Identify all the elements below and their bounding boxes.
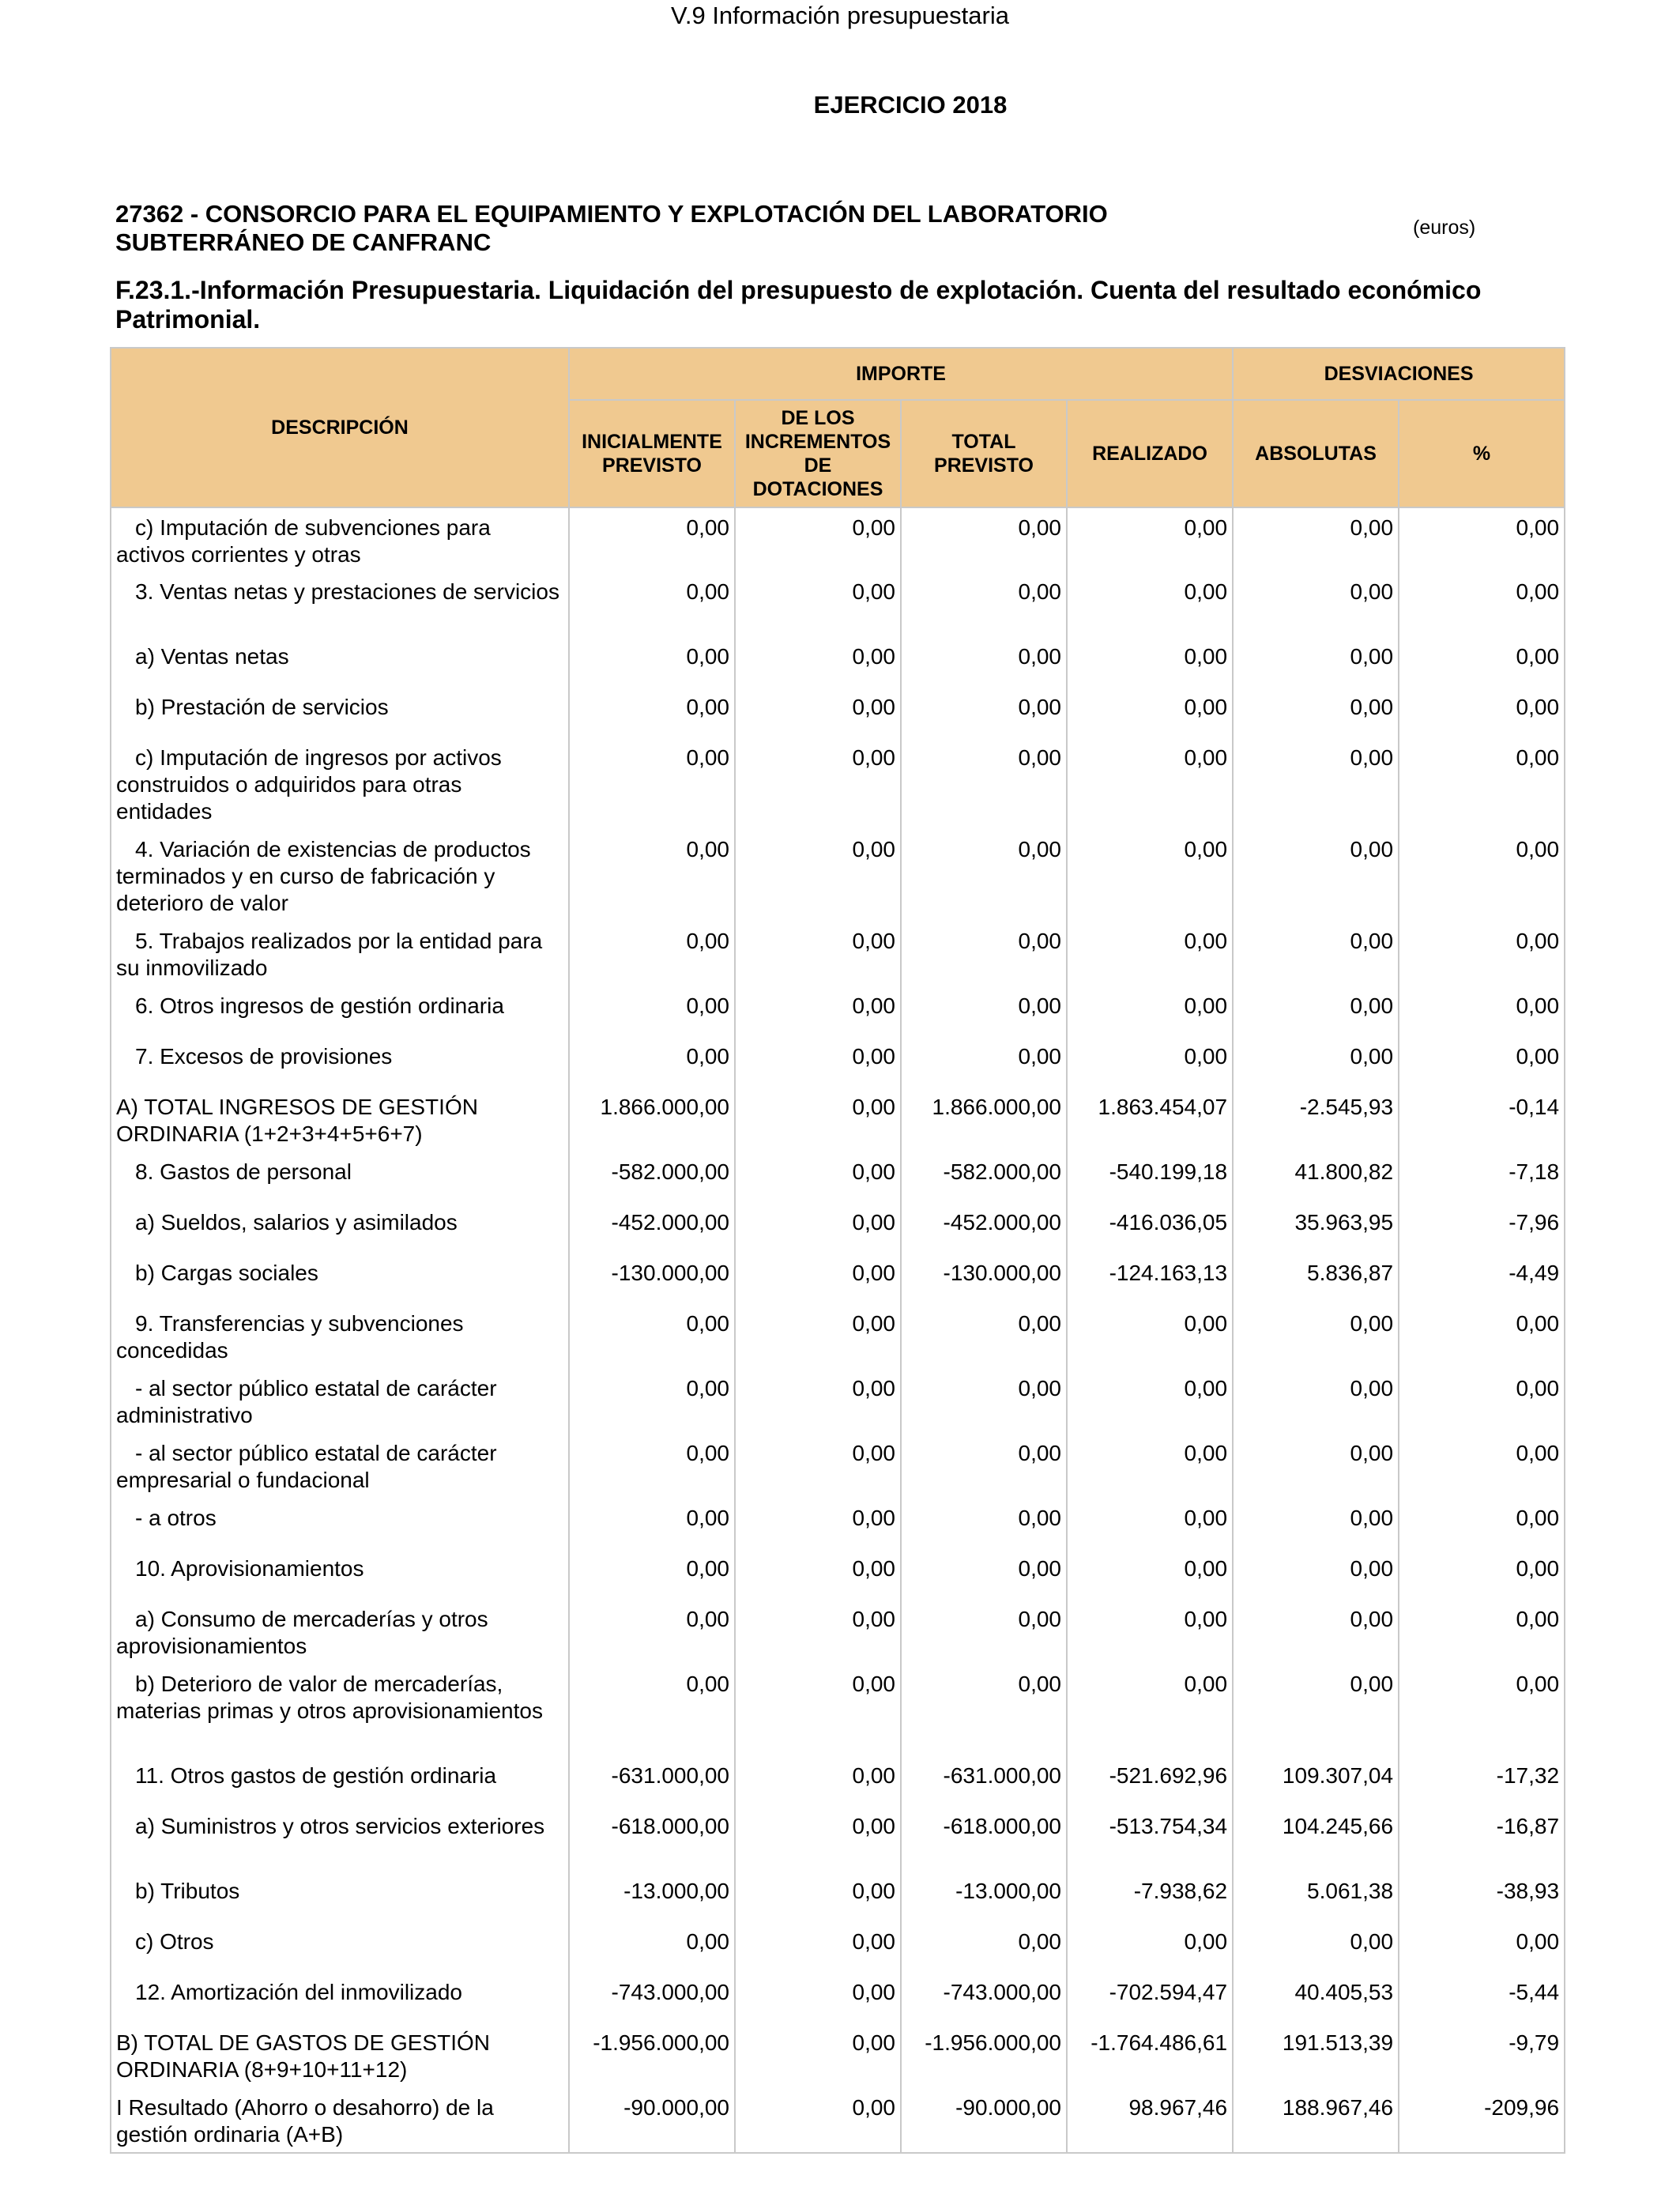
cell-total-previsto: -582.000,00 (901, 1152, 1067, 1203)
table-row (111, 1872, 1565, 1922)
cell-total-previsto: -743.000,00 (901, 1973, 1067, 2023)
cell-porcentaje: -9,79 (1399, 2023, 1565, 2088)
cell-absolutas: 0,00 (1233, 1434, 1399, 1498)
cell-realizado: 0,00 (1067, 507, 1233, 572)
cell-realizado: 1.863.454,07 (1067, 1088, 1233, 1152)
cell-realizado: -702.594,47 (1067, 1973, 1233, 2023)
cell-realizado: 0,00 (1067, 1600, 1233, 1664)
row-description: - al sector público estatal de carácter empresarial o fundacional (111, 1434, 569, 1498)
cell-realizado: 0,00 (1067, 1549, 1233, 1600)
cell-inicialmente-previsto: 0,00 (569, 1304, 735, 1369)
row-description: b) Cargas sociales (111, 1253, 569, 1304)
cell-incrementos: 0,00 (735, 572, 901, 637)
cell-porcentaje: 0,00 (1399, 688, 1565, 738)
cell-realizado: 0,00 (1067, 986, 1233, 1037)
row-description: 11. Otros gastos de gestión ordinaria (111, 1756, 569, 1807)
cell-incrementos: 0,00 (735, 986, 901, 1037)
cell-inicialmente-previsto: 1.866.000,00 (569, 1088, 735, 1152)
cell-realizado: 0,00 (1067, 572, 1233, 637)
cell-absolutas: 5.061,38 (1233, 1872, 1399, 1922)
cell-incrementos: 0,00 (735, 1872, 901, 1922)
cell-total-previsto: 0,00 (901, 507, 1067, 572)
row-description: b) Tributos (111, 1872, 569, 1922)
cell-realizado: 0,00 (1067, 1369, 1233, 1434)
cell-porcentaje: 0,00 (1399, 1037, 1565, 1088)
cell-total-previsto: -631.000,00 (901, 1756, 1067, 1807)
header-descripcion: DESCRIPCIÓN (111, 348, 569, 507)
row-description: a) Consumo de mercaderías y otros aprovisionamientos (111, 1600, 569, 1664)
cell-absolutas: 0,00 (1233, 986, 1399, 1037)
cell-total-previsto: -90.000,00 (901, 2088, 1067, 2153)
cell-porcentaje: 0,00 (1399, 1549, 1565, 1600)
table-row (111, 1369, 1565, 1434)
cell-absolutas: -2.545,93 (1233, 1088, 1399, 1152)
cell-total-previsto: -452.000,00 (901, 1203, 1067, 1253)
row-description: c) Otros (111, 1922, 569, 1973)
cell-total-previsto: 0,00 (901, 1922, 1067, 1973)
cell-porcentaje: 0,00 (1399, 1434, 1565, 1498)
cell-incrementos: 0,00 (735, 507, 901, 572)
cell-incrementos: 0,00 (735, 1434, 901, 1498)
cell-porcentaje: 0,00 (1399, 1922, 1565, 1973)
row-description: 8. Gastos de personal (111, 1152, 569, 1203)
cell-absolutas: 0,00 (1233, 738, 1399, 830)
cell-incrementos: 0,00 (735, 637, 901, 688)
row-description: 7. Excesos de provisiones (111, 1037, 569, 1088)
header-importe: IMPORTE (569, 348, 1233, 400)
cell-porcentaje: -7,96 (1399, 1203, 1565, 1253)
cell-absolutas: 35.963,95 (1233, 1203, 1399, 1253)
row-description: I Resultado (Ahorro o desahorro) de la gestión ordinaria (A+B) (111, 2088, 569, 2153)
cell-realizado: -416.036,05 (1067, 1203, 1233, 1253)
cell-porcentaje: 0,00 (1399, 1498, 1565, 1549)
cell-inicialmente-previsto: 0,00 (569, 688, 735, 738)
row-description: c) Imputación de ingresos por activos construidos o adquiridos para otras entidades (111, 738, 569, 830)
section-title: V.9 Información presupuestaria (671, 2, 1009, 29)
cell-inicialmente-previsto: 0,00 (569, 572, 735, 637)
table-row (111, 986, 1565, 1037)
row-description: 5. Trabajos realizados por la entidad para su inmovilizado (111, 922, 569, 986)
cell-absolutas: 0,00 (1233, 1664, 1399, 1756)
cell-total-previsto: 0,00 (901, 1434, 1067, 1498)
cell-inicialmente-previsto: -582.000,00 (569, 1152, 735, 1203)
units-label: (euros) (1413, 217, 1476, 239)
row-description: a) Ventas netas (111, 637, 569, 688)
cell-inicialmente-previsto: -452.000,00 (569, 1203, 735, 1253)
cell-realizado: 0,00 (1067, 1434, 1233, 1498)
row-description: a) Suministros y otros servicios exteriores (111, 1807, 569, 1872)
cell-porcentaje: -4,49 (1399, 1253, 1565, 1304)
table-row (111, 507, 1565, 572)
cell-inicialmente-previsto: 0,00 (569, 1037, 735, 1088)
cell-inicialmente-previsto: 0,00 (569, 986, 735, 1037)
table-row (111, 1253, 1565, 1304)
cell-incrementos: 0,00 (735, 1498, 901, 1549)
cell-inicialmente-previsto: 0,00 (569, 830, 735, 922)
cell-total-previsto: 0,00 (901, 1498, 1067, 1549)
cell-porcentaje: -0,14 (1399, 1088, 1565, 1152)
row-description: - a otros (111, 1498, 569, 1549)
cell-incrementos: 0,00 (735, 1152, 901, 1203)
cell-realizado: -521.692,96 (1067, 1756, 1233, 1807)
cell-incrementos: 0,00 (735, 1549, 901, 1600)
cell-porcentaje: 0,00 (1399, 1664, 1565, 1756)
cell-porcentaje: 0,00 (1399, 1304, 1565, 1369)
header-desviaciones: DESVIACIONES (1233, 348, 1565, 400)
header-inicialmente-previsto: INICIALMENTE PREVISTO (569, 400, 735, 507)
cell-absolutas: 0,00 (1233, 830, 1399, 922)
cell-total-previsto: 0,00 (901, 922, 1067, 986)
cell-inicialmente-previsto: 0,00 (569, 1549, 735, 1600)
row-description: b) Deterioro de valor de mercaderías, materias primas y otros aprovisionamientos (111, 1664, 569, 1756)
table-row (111, 922, 1565, 986)
cell-absolutas: 5.836,87 (1233, 1253, 1399, 1304)
cell-inicialmente-previsto: 0,00 (569, 1600, 735, 1664)
cell-inicialmente-previsto: 0,00 (569, 738, 735, 830)
cell-incrementos: 0,00 (735, 2023, 901, 2088)
cell-absolutas: 0,00 (1233, 1369, 1399, 1434)
table-row (111, 637, 1565, 688)
cell-inicialmente-previsto: -13.000,00 (569, 1872, 735, 1922)
cell-incrementos: 0,00 (735, 688, 901, 738)
table-row (111, 1664, 1565, 1756)
table-header (111, 348, 1565, 507)
table-row (111, 830, 1565, 922)
table-row (111, 1600, 1565, 1664)
cell-inicialmente-previsto: 0,00 (569, 1922, 735, 1973)
table-body (111, 507, 1565, 2153)
cell-porcentaje: 0,00 (1399, 986, 1565, 1037)
cell-incrementos: 0,00 (735, 738, 901, 830)
cell-total-previsto: 0,00 (901, 637, 1067, 688)
budget-table (110, 347, 1565, 2154)
cell-inicialmente-previsto: 0,00 (569, 1369, 735, 1434)
header-realizado: REALIZADO (1067, 400, 1233, 507)
cell-inicialmente-previsto: 0,00 (569, 1498, 735, 1549)
cell-porcentaje: 0,00 (1399, 507, 1565, 572)
table-row (111, 572, 1565, 637)
table-row (111, 1304, 1565, 1369)
cell-absolutas: 0,00 (1233, 1922, 1399, 1973)
cell-porcentaje: 0,00 (1399, 572, 1565, 637)
cell-absolutas: 0,00 (1233, 1037, 1399, 1088)
cell-absolutas: 0,00 (1233, 1498, 1399, 1549)
cell-total-previsto: 0,00 (901, 1549, 1067, 1600)
table-row (111, 1152, 1565, 1203)
cell-absolutas: 41.800,82 (1233, 1152, 1399, 1203)
cell-porcentaje: 0,00 (1399, 1369, 1565, 1434)
cell-realizado: 0,00 (1067, 922, 1233, 986)
cell-porcentaje: -209,96 (1399, 2088, 1565, 2153)
cell-realizado: 0,00 (1067, 1498, 1233, 1549)
cell-total-previsto: 0,00 (901, 688, 1067, 738)
cell-total-previsto: 0,00 (901, 738, 1067, 830)
cell-absolutas: 0,00 (1233, 1304, 1399, 1369)
cell-realizado: 0,00 (1067, 1664, 1233, 1756)
cell-realizado: 0,00 (1067, 1037, 1233, 1088)
cell-incrementos: 0,00 (735, 1807, 901, 1872)
table-row (111, 688, 1565, 738)
table-row (111, 1498, 1565, 1549)
cell-inicialmente-previsto: 0,00 (569, 1664, 735, 1756)
report-title: F.23.1.-Información Presupuestaria. Liquidación del presupuesto de explotación. Cuenta del resultado económico Patrimonial. (115, 276, 1482, 334)
cell-inicialmente-previsto: -631.000,00 (569, 1756, 735, 1807)
cell-incrementos: 0,00 (735, 1304, 901, 1369)
cell-absolutas: 188.967,46 (1233, 2088, 1399, 2153)
cell-absolutas: 0,00 (1233, 1600, 1399, 1664)
table-row (111, 1922, 1565, 1973)
cell-realizado: -540.199,18 (1067, 1152, 1233, 1203)
cell-total-previsto: 0,00 (901, 572, 1067, 637)
cell-absolutas: 0,00 (1233, 507, 1399, 572)
cell-total-previsto: -1.956.000,00 (901, 2023, 1067, 2088)
table-row (111, 1756, 1565, 1807)
cell-porcentaje: 0,00 (1399, 637, 1565, 688)
cell-porcentaje: -16,87 (1399, 1807, 1565, 1872)
cell-porcentaje: -38,93 (1399, 1872, 1565, 1922)
cell-realizado: 0,00 (1067, 738, 1233, 830)
cell-total-previsto: 0,00 (901, 1600, 1067, 1664)
cell-realizado: -513.754,34 (1067, 1807, 1233, 1872)
row-description: b) Prestación de servicios (111, 688, 569, 738)
row-description: 3. Ventas netas y prestaciones de servicios (111, 572, 569, 637)
cell-incrementos: 0,00 (735, 2088, 901, 2153)
row-description: 4. Variación de existencias de productos terminados y en curso de fabricación y deterioro de valor (111, 830, 569, 922)
cell-total-previsto: 0,00 (901, 1037, 1067, 1088)
table-row (111, 1434, 1565, 1498)
cell-inicialmente-previsto: 0,00 (569, 1434, 735, 1498)
cell-realizado: 0,00 (1067, 830, 1233, 922)
exercise-year: EJERCICIO 2018 (813, 91, 1008, 119)
cell-total-previsto: 0,00 (901, 1304, 1067, 1369)
row-description: 6. Otros ingresos de gestión ordinaria (111, 986, 569, 1037)
cell-incrementos: 0,00 (735, 1600, 901, 1664)
row-description: 10. Aprovisionamientos (111, 1549, 569, 1600)
header-incrementos-dotaciones: DE LOS INCREMENTOS DE DOTACIONES (735, 400, 901, 507)
cell-porcentaje: -7,18 (1399, 1152, 1565, 1203)
cell-inicialmente-previsto: -130.000,00 (569, 1253, 735, 1304)
table-row (111, 2023, 1565, 2088)
cell-inicialmente-previsto: 0,00 (569, 922, 735, 986)
cell-total-previsto: 0,00 (901, 986, 1067, 1037)
cell-total-previsto: 0,00 (901, 1664, 1067, 1756)
row-description: - al sector público estatal de carácter administrativo (111, 1369, 569, 1434)
row-description: 12. Amortización del inmovilizado (111, 1973, 569, 2023)
cell-total-previsto: -13.000,00 (901, 1872, 1067, 1922)
cell-incrementos: 0,00 (735, 830, 901, 922)
table-row (111, 1807, 1565, 1872)
cell-total-previsto: 0,00 (901, 1369, 1067, 1434)
cell-porcentaje: -5,44 (1399, 1973, 1565, 2023)
cell-inicialmente-previsto: 0,00 (569, 507, 735, 572)
row-description: B) TOTAL DE GASTOS DE GESTIÓN ORDINARIA (8+9+10+11+12) (111, 2023, 569, 2088)
row-description: 9. Transferencias y subvenciones concedidas (111, 1304, 569, 1369)
table-row (111, 738, 1565, 830)
cell-incrementos: 0,00 (735, 1037, 901, 1088)
cell-absolutas: 0,00 (1233, 688, 1399, 738)
table-row (111, 1549, 1565, 1600)
cell-incrementos: 0,00 (735, 1664, 901, 1756)
cell-absolutas: 40.405,53 (1233, 1973, 1399, 2023)
cell-realizado: -7.938,62 (1067, 1872, 1233, 1922)
cell-porcentaje: 0,00 (1399, 830, 1565, 922)
cell-realizado: 0,00 (1067, 1922, 1233, 1973)
entity-name: 27362 - CONSORCIO PARA EL EQUIPAMIENTO Y EXPLOTACIÓN DEL LABORATORIO SUBTERRÁNEO DE CANFRANC (115, 200, 1108, 256)
cell-total-previsto: -130.000,00 (901, 1253, 1067, 1304)
cell-total-previsto: -618.000,00 (901, 1807, 1067, 1872)
cell-total-previsto: 0,00 (901, 830, 1067, 922)
table-row (111, 1037, 1565, 1088)
cell-inicialmente-previsto: 0,00 (569, 637, 735, 688)
cell-incrementos: 0,00 (735, 1253, 901, 1304)
row-description: A) TOTAL INGRESOS DE GESTIÓN ORDINARIA (1+2+3+4+5+6+7) (111, 1088, 569, 1152)
cell-incrementos: 0,00 (735, 1203, 901, 1253)
cell-realizado: 0,00 (1067, 1304, 1233, 1369)
cell-total-previsto: 1.866.000,00 (901, 1088, 1067, 1152)
cell-inicialmente-previsto: -618.000,00 (569, 1807, 735, 1872)
cell-realizado: 0,00 (1067, 688, 1233, 738)
cell-incrementos: 0,00 (735, 1922, 901, 1973)
cell-porcentaje: -17,32 (1399, 1756, 1565, 1807)
row-description: c) Imputación de subvenciones para activos corrientes y otras (111, 507, 569, 572)
table-row (111, 2088, 1565, 2153)
cell-realizado: -124.163,13 (1067, 1253, 1233, 1304)
header-porcentaje: % (1399, 400, 1565, 507)
cell-porcentaje: 0,00 (1399, 738, 1565, 830)
cell-absolutas: 191.513,39 (1233, 2023, 1399, 2088)
header-absolutas: ABSOLUTAS (1233, 400, 1399, 507)
cell-absolutas: 0,00 (1233, 572, 1399, 637)
cell-absolutas: 104.245,66 (1233, 1807, 1399, 1872)
cell-realizado: -1.764.486,61 (1067, 2023, 1233, 2088)
table-row (111, 1973, 1565, 2023)
cell-incrementos: 0,00 (735, 1088, 901, 1152)
cell-incrementos: 0,00 (735, 1756, 901, 1807)
cell-absolutas: 109.307,04 (1233, 1756, 1399, 1807)
cell-inicialmente-previsto: -1.956.000,00 (569, 2023, 735, 2088)
cell-absolutas: 0,00 (1233, 922, 1399, 986)
cell-realizado: 0,00 (1067, 637, 1233, 688)
cell-porcentaje: 0,00 (1399, 922, 1565, 986)
cell-porcentaje: 0,00 (1399, 1600, 1565, 1664)
cell-inicialmente-previsto: -743.000,00 (569, 1973, 735, 2023)
table-row (111, 1203, 1565, 1253)
table-row (111, 1088, 1565, 1152)
cell-realizado: 98.967,46 (1067, 2088, 1233, 2153)
header-total-previsto: TOTAL PREVISTO (901, 400, 1067, 507)
cell-absolutas: 0,00 (1233, 1549, 1399, 1600)
cell-incrementos: 0,00 (735, 922, 901, 986)
cell-incrementos: 0,00 (735, 1973, 901, 2023)
cell-absolutas: 0,00 (1233, 637, 1399, 688)
cell-incrementos: 0,00 (735, 1369, 901, 1434)
row-description: a) Sueldos, salarios y asimilados (111, 1203, 569, 1253)
cell-inicialmente-previsto: -90.000,00 (569, 2088, 735, 2153)
